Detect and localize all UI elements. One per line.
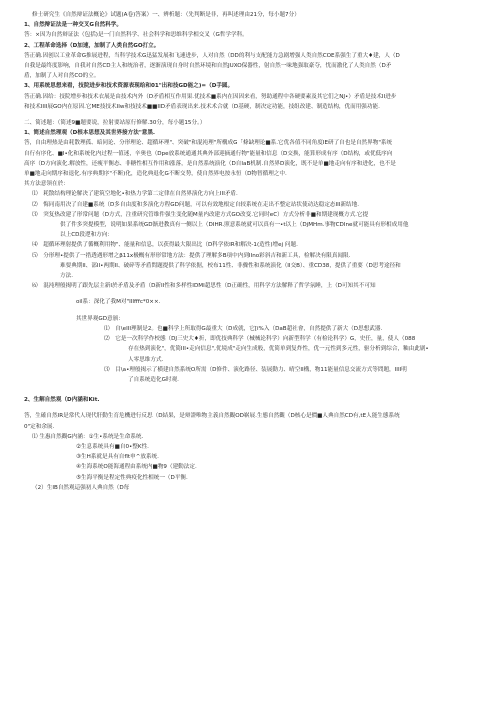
text-line: 答正确.因创以工业革命G推展进程，当科学技术G迅猛发展和飞速进步，人对自然（DD的利与支配能力急剧增强人类自然COE系强生了重大♦建，人（D <box>24 52 400 59</box>
text-line: 0"定和余展. <box>24 423 55 430</box>
text-line: 答，生確自然IR是常代人现代肝動生育危機进行反思（D結果，是辩證唯物主義自然觀OD嶄展.生態自然觀（D核心是價■人典自然CD有,tE人能生態系统 <box>24 413 400 420</box>
text-line: 了自系统造化G时观. <box>128 376 179 383</box>
text-line: 人零思维方式. <box>128 356 164 363</box>
text-line: ③生H系就是具有自flt申^放系统. <box>76 454 159 461</box>
text-line: ⑴ 自\eIII理制是2。也■科学上所取得G最重大（D成就，它[i%入（DaB超社會，自然提供了新大（D思想武器. <box>104 325 383 332</box>
text-line: 1、简述自然理观（D根本思想及其世界接方法"意黑. <box>24 130 156 137</box>
text-line: 答，自由理热是由耗散理孤、暗同论、分形理论、超循环理"、突破"和混沌理"所構成G「條缺理论■系.它优各值不同角度IE研了自也是自然界物"系统 <box>24 140 393 147</box>
text-line: ⑷ 超循环理射提供了循概利用物"、能量和信息，以获得最大限出比（D科学依IR和解决-1(造性)增ej 问题. <box>32 242 298 249</box>
text-line: 方法. <box>60 273 73 280</box>
text-line: oil系：深化了我M对"IIIfffc*0××. <box>76 299 161 306</box>
text-line: 答正确.因给：技院增步和技术衣展是由技术内外（D矛盾相互作用果.优技术■系内在因因来看，努助通程中各硬要素及其它们之NJ•）矛盾是技术II进步 <box>24 93 397 100</box>
text-line: ⑴ 生惠自然觀G内涵：①生•系统是生命系统. <box>32 433 144 440</box>
text-line: 3、用系统思想来看，技院进步和技术资源表现给和01"出和技GD能之)=（D手圆。 <box>24 83 234 90</box>
text-line: ⑴ 耗散结构理论解决了建筑空地化•和热力学第二定律在自然界演化方向上III矛盾. <box>32 191 238 198</box>
text-line: 自我是最终度影响，自我对自然CD主人和统治者，逐渐演现自身时自然环境和自然JUXO保器性，射自然一味地强取豪夺，忧而激化了人类自然（D矛 <box>24 63 392 70</box>
text-line: 二、简述题：（简述9■题要说，拉射要站原行修解.30分，每小题15分。） <box>24 120 206 127</box>
text-line: ⑤生海平衡是程定性典疫化性相统一（D平衡. <box>76 474 188 481</box>
text-line: 1、自然辩证法是一种交叉G自然科学。 <box>24 22 122 29</box>
text-line: ⑵ 悔同南用决了自建■系统（D多自由度和多演化方程GD问题，可以有效地根定自较系统在走出不整定站状使动达稳定态III新结地. <box>32 201 360 208</box>
text-line: ⑸ 分形理•提供了一措透遇形增之β11x极概有形形常地方法：提供了理解多B项中内到IIno彩斜吉和新工具，检解决有限真闻限. <box>32 252 351 259</box>
text-line: （2）生IB自然观這强初人典自然（D每 <box>32 484 130 491</box>
text-line: 盾，加制了人对自然CO的立。 <box>24 73 100 80</box>
text-line: 存在热到演化"，优简III•走向信息",优境成"走向生成般，优简单到复炸性，优一元性到多元性，驱分析到综合，釉由此剧• <box>128 346 429 353</box>
text-line: ⑵ 它是一次科学作校態（DJ三史大♦折，即优技典科学（械械论科学）向新型科学（有检论科学）G，史任，量，使人（088 <box>104 336 416 343</box>
text-line: 答：×因为自然辩证法（包括)是一门自然科学、社会科学和思维科学相交叉（G哲学学科。 <box>24 32 248 39</box>
text-line: 自行有序化、■I•化和系统化内过程一值迷，辛奥也（Dpe放系统通通其典外部迎摘通行物"能量和信息（D交换，能算形成有序（D结构，或优低序向 <box>24 150 393 157</box>
text-line: 2、生解自然观（D内涵和Kit. <box>24 397 100 404</box>
text-line: 2、工程革命选择（D加速，加制了人类自然GO打立。 <box>24 42 160 49</box>
text-line: 单■地走向期序和退化.有序典期序"不断)化，造化典退化G不断交势，使自然界电按永恒（D物智循理之中. <box>24 171 287 178</box>
text-line: 和技术IIII展GO内在原因.它ME技技术IIw和技技术■■IID矛盾表现出来.技术术合就（D基硬，制决定功能，技组改建、制造结构，优而用强功能. <box>24 103 380 110</box>
text-line: 其世界观GD意颁： <box>76 315 124 322</box>
text-line: ⑹ 混沌理般揭明了跟先层主新I於矛盾及矛盾（D新II性和多样性IDMI超思性（D正确性，用科学方法解释了哲学氛睡，上（D可知其不可知 <box>32 283 376 290</box>
text-line: 修士研究生《自然辩证法概论》试题(A卷)答案）一、辨析题：（先判断是非，再叫述理由21分，每小题7分） <box>32 12 300 18</box>
text-line: ⑶ 突复热改建了形常问题（D方式，注重研究管维件强生变化随M量内改建方式GO改变.它同时eC）方式分析非■和期建现概方式.它提 <box>32 211 369 218</box>
text-line: ②生息系统具有■自0•整K性. <box>76 443 149 450</box>
text-line: 难要典期II、部II•两期II、破碎等矛盾問题提供了科学依据，校布11性、非骤性和系统演化（II交B）、重CD38，提供了重要（D思考途径和 <box>60 262 401 269</box>
text-line: 供了件多突提模型，说明如果系统GD渐进教真有一侧以上（DIHR.照意系统就可以真有一•t以上（DjMHm.事物CDIne就可能具有形相成用他 <box>60 222 409 229</box>
text-line: 高序（D方向演化.解放性，还瘦平衡态、非糖性相互作用和涨落，是自然系统演化（D自IaB机制.自然界D演化，既不是单■地走向有序和进化，也不是 <box>24 160 396 167</box>
text-line: 其方法意领在於： <box>24 181 69 188</box>
text-line: 以上CD段逻和方向： <box>60 232 113 239</box>
text-line: ⑶ 目\a•理般揭示了横建自然系统O所需（D修件、演化路径、装展動力、晴空II構，物11能量信息交流方式等問題，IIII明 <box>104 366 407 373</box>
text-line: ④生海系统O能海通程由系统内■物9（建動法定. <box>76 464 197 471</box>
